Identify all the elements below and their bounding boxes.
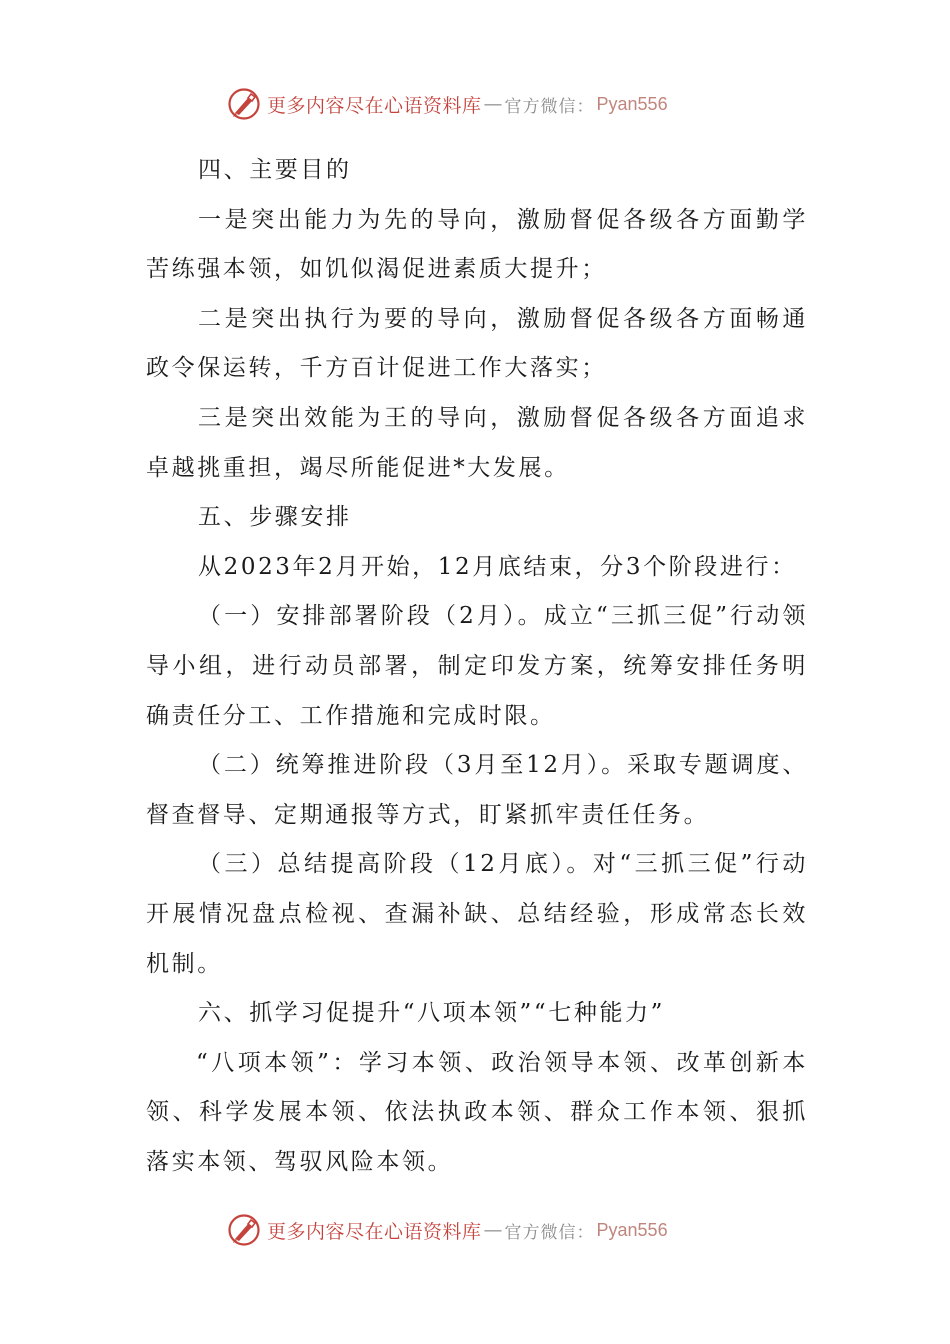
pen-logo-icon (227, 1213, 261, 1247)
header-watermark (227, 86, 668, 122)
document-body (146, 146, 808, 1187)
paragraph: （三）总结提高阶段（12月底）。对“三抓三促”行动开展情况盘点检视、查漏补缺、总结经验，形成常态长效机制。 (146, 851, 808, 977)
paragraph: （二）统筹推进阶段（3月至12月）。采取专题调度、督查督导、定期通报等方式，盯紧抓牢责任任务。 (146, 752, 808, 828)
footer-watermark (227, 1212, 668, 1248)
section-heading: 五、步骤安排 (198, 504, 352, 531)
paragraph: 一是突出能力为先的导向，激励督促各级各方面勤学苦练强本领，如饥似渴促进素质大提升； (146, 206, 808, 283)
pen-logo-icon (227, 87, 261, 121)
watermark-dash: — (483, 93, 503, 115)
paragraph: 从2023年2月开始，12月底结束，分3个阶段进行： (198, 553, 797, 580)
paragraph: （一）安排部署阶段（2月）。成立“三抓三促”行动领导小组，进行动员部署，制定印发方案，统筹安排任务明确责任分工、工作措施和完成时限。 (146, 603, 808, 729)
section-heading: 四、主要目的 (198, 157, 352, 183)
watermark-sub-text: 官方微信： (504, 96, 595, 117)
paragraph: 二是突出执行为要的导向，激励督促各级各方面畅通政令保运转，千方百计促进工作大落实； (146, 305, 808, 382)
paragraph: 三是突出效能为王的导向，激励督促各级各方面追求卓越挑重担，竭尽所能促进*大发展。 (146, 404, 808, 481)
watermark-id-text: Pyan556 (596, 1219, 668, 1240)
watermark-id-text: Pyan556 (596, 93, 668, 114)
paragraph: “八项本领”：学习本领、政治领导本领、改革创新本领、科学发展本领、依法执政本领、群众工作本领、狠抓落实本领、驾驭风险本领。 (146, 1049, 808, 1175)
watermark-sub-text: 官方微信： (504, 1222, 595, 1243)
watermark-main-text: 更多内容尽在心语资料库 (267, 94, 482, 117)
watermark-dash: — (483, 1219, 503, 1241)
section-heading: 六、抓学习促提升“八项本领”“七种能力” (198, 1000, 666, 1027)
watermark-main-text: 更多内容尽在心语资料库 (267, 1220, 482, 1243)
